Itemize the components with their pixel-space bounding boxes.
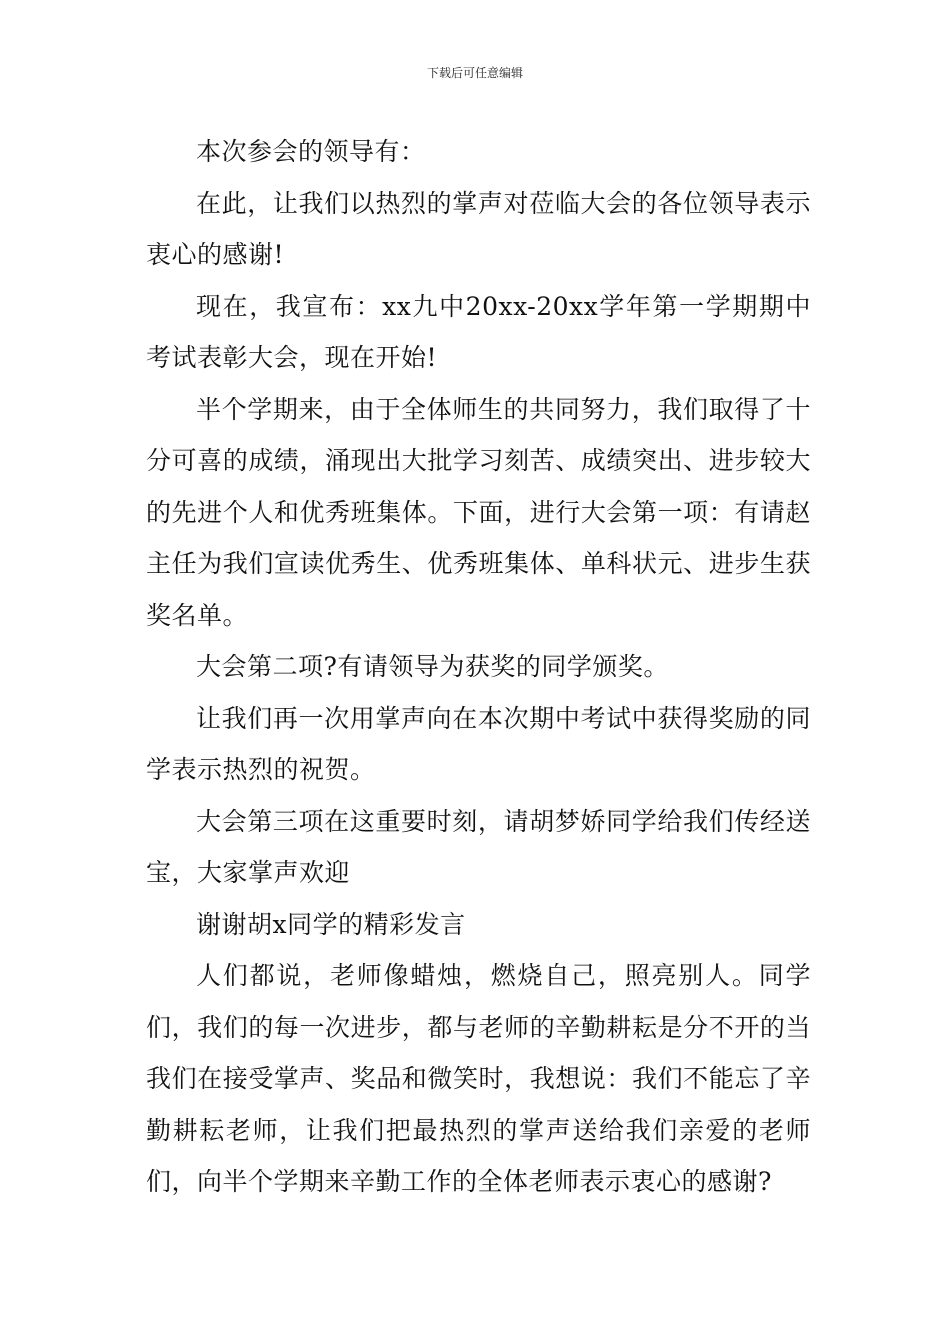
paragraph-thanks-leaders: 在此，让我们以热烈的掌声对莅临大会的各位领导表示衷心的感谢! bbox=[146, 188, 811, 269]
paragraph-thanks-speaker: 谢谢胡x同学的精彩发言 bbox=[196, 909, 466, 939]
paragraph-item-one: 半个学期来，由于全体师生的共同努力，我们取得了十分可喜的成绩，涌现出大批学习刻苦、成绩突出、进步较大的先进个人和优秀班集体。下面，进行大会第一项：有请赵主任为我们宣读优秀生、优秀班集体、单科状元、进步生获奖名单。 bbox=[146, 394, 811, 630]
page-header-note: 下载后可任意编辑 bbox=[426, 66, 523, 80]
paragraph-congratulations: 让我们再一次用掌声向在本次期中考试中获得奖励的同学表示热烈的祝贺。 bbox=[146, 703, 811, 784]
paragraph-item-three: 大会第三项在这重要时刻，请胡梦娇同学给我们传经送宝，大家掌声欢迎 bbox=[146, 806, 811, 887]
paragraph-thanks-teachers: 人们都说，老师像蜡烛，燃烧自己，照亮别人。同学们，我们的每一次进步，都与老师的辛勤耕耘是分不开的当我们在接受掌声、奖品和微笑时，我想说：我们不能忘了辛勤耕耘老师，让我们把最热烈的掌声送给我们亲爱的老师们，向半个学期来辛勤工作的全体老师表示衷心的感谢? bbox=[146, 961, 811, 1196]
paragraph-item-two: 大会第二项?有请领导为获奖的同学颁奖。 bbox=[196, 652, 669, 681]
paragraph-attending-leaders: 本次参会的领导有： bbox=[196, 137, 426, 166]
document-body bbox=[146, 126, 811, 1208]
paragraph-opening-announcement: 现在，我宣布：xx九中20xx-20xx学年第一学期期中考试表彰大会，现在开始! bbox=[146, 291, 811, 372]
